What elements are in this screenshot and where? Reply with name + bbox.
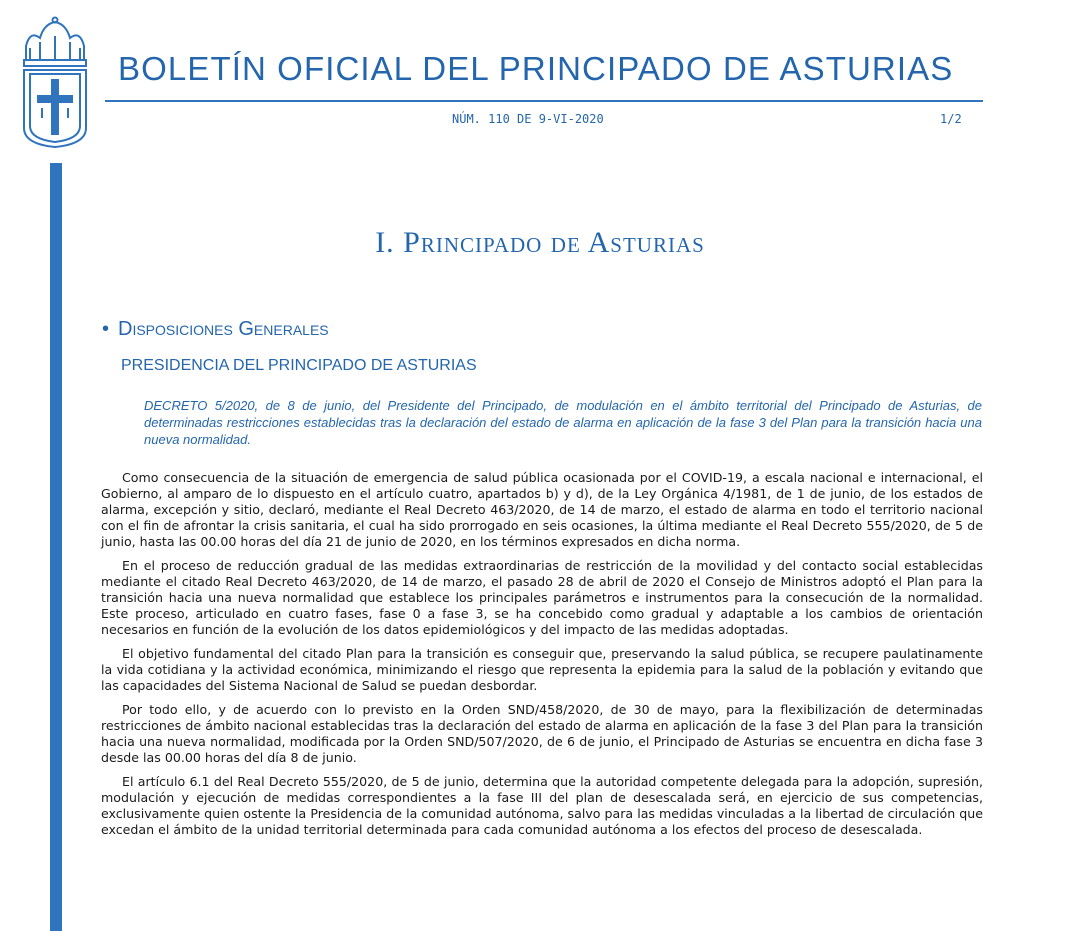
section-title: I. Principado de Asturias xyxy=(375,226,705,259)
body-paragraph: Por todo ello, y de acuerdo con lo previsto en la Orden SND/458/2020, de 30 de mayo, para la flexibilización de determinadas restricciones de ámbito nacional establecidas tras la declaración del estado de alarma en aplicación de la fase 3 del Plan para la transición hacia una nueva normalidad, modificada por la Orden SND/507/2020, de 6 de junio, el Principado de Asturias se encuentra en dicha fase 3 desde las 00.00 horas del día 8 de junio. xyxy=(101,702,983,765)
header-rule xyxy=(105,100,983,102)
body-paragraph: Como consecuencia de la situación de emergencia de salud pública ocasionada por el COVID-19, a escala nacional e internacional, el Gobierno, al amparo de lo dispuesto en el artículo cuatro, apartados b) y d), de la Ley Orgánica 4/1981, de 1 de junio, de los estados de alarma, excepción y sitio, declaró, mediante el Real Decreto 463/2020, de 14 de marzo, el estado de alarma en todo el territorio nacional con el fin de afrontar la crisis sanitaria, el cual ha sido prorrogado en seis ocasiones, la última mediante el Real Decreto 555/2020, de 5 de junio, hasta las 00.00 horas del día 21 de junio de 2020, en los términos expresados en dicha norma. xyxy=(101,470,983,549)
body-paragraph: En el proceso de reducción gradual de las medidas extraordinarias de restricción de la movilidad y del contacto social establecidas mediante el citado Real Decreto 463/2020, de 14 de marzo, el pasado 28 de abril de 2020 el Consejo de Ministros adoptó el Plan para la transición hacia una nueva normalidad que establece los principales parámetros e instrumentos para la consecución de la normalidad. Este proceso, articulado en cuatro fases, fase 0 a fase 3, se ha concebido como gradual y adaptable a los cambios de orientación necesarios en función de la evolución de los datos epidemiológicos y del impacto de las medidas adoptadas. xyxy=(101,558,983,637)
body-paragraph: El objetivo fundamental del citado Plan para la transición es conseguir que, preservando la salud pública, se recupere paulatinamente la vida cotidiana y la actividad económica, minimizando el riesgo que representa la epidemia para la salud de la población y evitando que las capacidades del Sistema Nacional de Salud se puedan desbordar. xyxy=(101,646,983,693)
bullet-icon: • xyxy=(102,318,110,340)
side-accent-bar xyxy=(50,163,62,931)
page-number: 1/2 xyxy=(940,112,962,126)
subsection-label: Disposiciones Generales xyxy=(118,318,329,340)
subsection-heading xyxy=(102,318,329,341)
bulletin-title: BOLETÍN OFICIAL DEL PRINCIPADO DE ASTURIAS xyxy=(118,50,954,87)
issue-number: NÚM. 110 DE 9-VI-2020 xyxy=(452,112,604,126)
decree-title: DECRETO 5/2020, de 8 de junio, del Presidente del Principado, de modulación en el ámbito territorial del Principado de Asturias, de determinadas restricciones establecidas tras la declaración del estado de alarma en aplicación de la fase 3 del Plan para la transición hacia una nueva normalidad. xyxy=(144,398,982,447)
organization-name: PRESIDENCIA DEL PRINCIPADO DE ASTURIAS xyxy=(121,357,477,374)
body-paragraph: El artículo 6.1 del Real Decreto 555/2020, de 5 de junio, determina que la autoridad competente delegada para la adopción, supresión, modulación y ejecución de medidas correspondientes a la fase III del plan de desescalada será, en ejercicio de sus competencias, exclusivamente quien ostente la Presidencia de la comunidad autónoma, salvo para las medidas vinculadas a la libertad de circulación que excedan el ámbito de la unidad territorial determinada para cada comunidad autónoma a los efectos del proceso de desescalada. xyxy=(101,774,983,837)
asturias-coat-of-arms-icon xyxy=(18,16,92,148)
document-body xyxy=(101,470,983,846)
